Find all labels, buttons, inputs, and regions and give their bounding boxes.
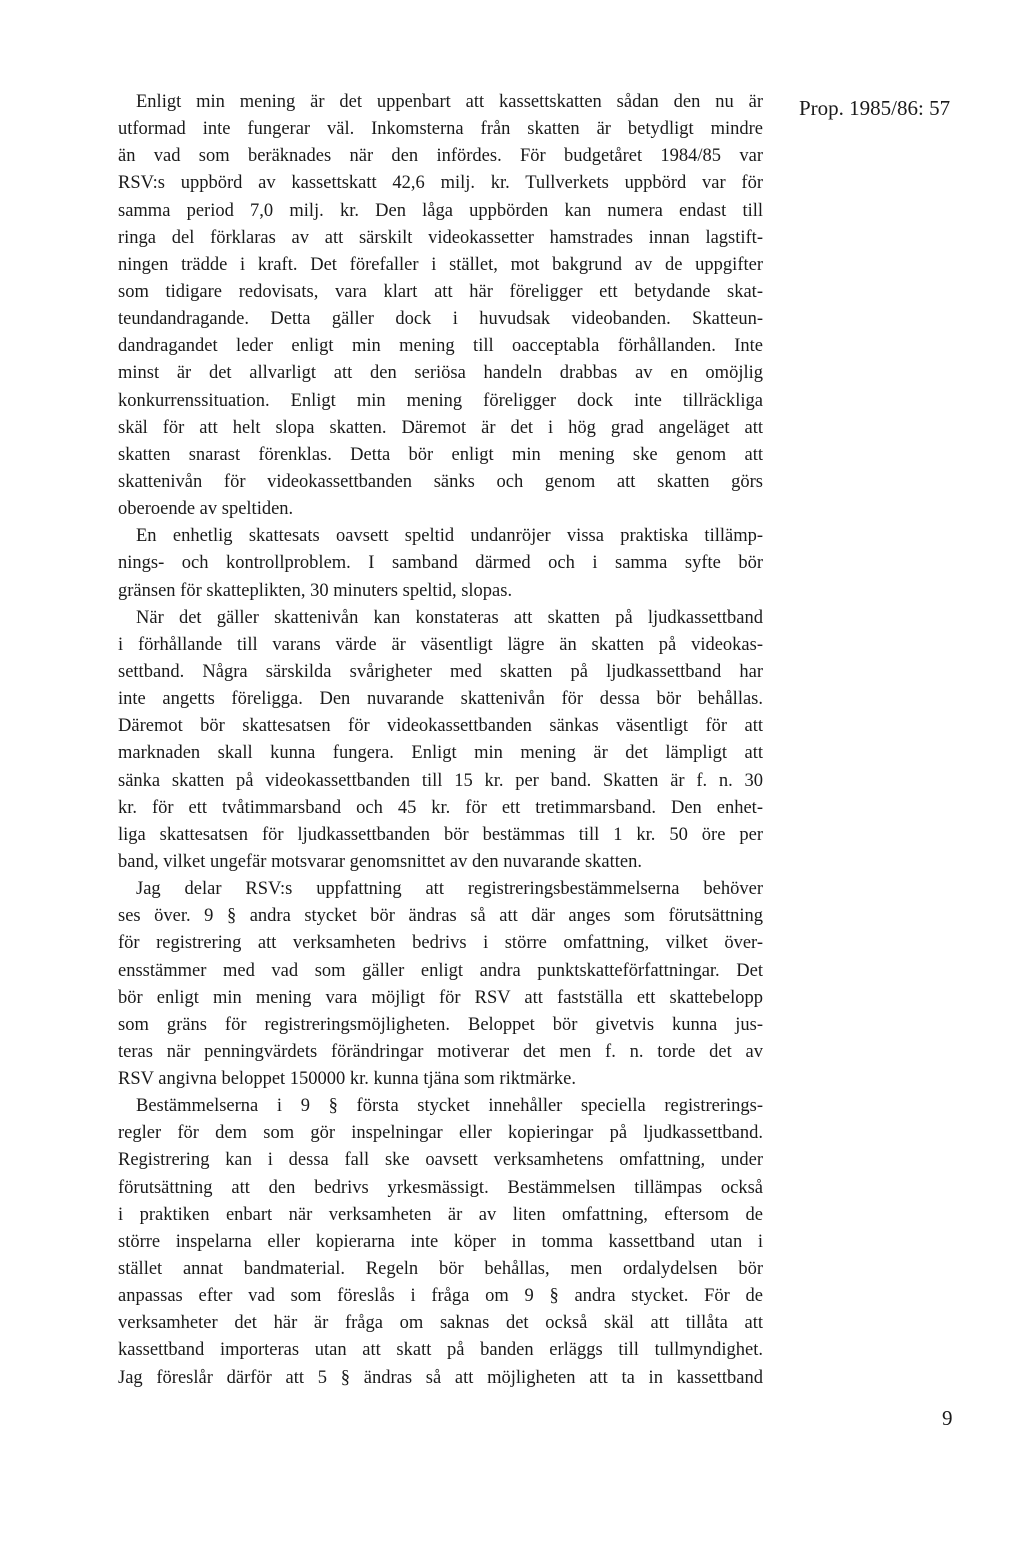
text-line: ses över. 9 § andra stycket bör ändras så att där anges som förutsättning — [118, 906, 763, 927]
text-line: ensstämmer med vad som gäller enligt andra punktskatteförfattningar. Det — [118, 960, 763, 981]
text-line: konkurrenssituation. Enligt min mening föreligger dock inte tillräckliga — [118, 390, 763, 411]
text-line: Jag delar RSV:s uppfattning att registreringsbestämmelserna behöver — [136, 879, 763, 900]
text-line: Däremot bör skattesatsen för videokassettbanden sänkas väsentligt för att — [118, 716, 763, 737]
text-line: ringa del förklaras av att särskilt videokassetter hamstrades innan lagstift- — [118, 227, 763, 248]
text-line: skatten snarast förenklas. Detta bör enligt min mening ske genom att — [118, 444, 763, 465]
text-line: band, vilket ungefär motsvarar genomsnittet av den nuvarande skatten. — [118, 851, 642, 872]
text-line: stället annat bandmaterial. Regeln bör behållas, men ordalydelsen bör — [118, 1259, 763, 1280]
text-line: i praktiken enbart när verksamheten är av liten omfattning, eftersom de — [118, 1204, 763, 1225]
text-line: som tidigare redovisats, vara klart att här föreligger ett betydande skat- — [118, 281, 763, 302]
text-line: för registrering att verksamheten bedrivs i större omfattning, vilket över- — [118, 933, 763, 954]
text-line: RSV angivna beloppet 150000 kr. kunna tjäna som riktmärke. — [118, 1069, 576, 1090]
text-line: liga skattesatsen för ljudkassettbanden bör bestämmas till 1 kr. 50 öre per — [118, 824, 763, 845]
text-line: När det gäller skattenivån kan konstateras att skatten på ljudkassettband — [136, 607, 763, 628]
text-line: marknaden skall kunna fungera. Enligt min mening är det lämpligt att — [118, 743, 763, 764]
text-line: i förhållande till varans värde är väsentligt lägre än skatten på videokas- — [118, 634, 763, 655]
text-line: anpassas efter vad som föreslås i fråga om 9 § andra stycket. För de — [118, 1286, 763, 1307]
text-line: dandragandet leder enligt min mening till oacceptabla förhållanden. Inte — [118, 336, 763, 357]
text-line: teras när penningvärdets förändringar motiverar det men f. n. torde det av — [118, 1041, 763, 1062]
text-line: kassettband importeras utan att skatt på banden erläggs till tullmyndighet. — [118, 1340, 763, 1361]
body-text — [118, 89, 763, 1392]
text-line: RSV:s uppbörd av kassettskatt 42,6 milj. kr. Tullverkets uppbörd var för — [118, 173, 763, 194]
text-line: Bestämmelserna i 9 § första stycket innehåller speciella registrerings- — [136, 1096, 763, 1117]
text-line: sänka skatten på videokassettbanden till 15 kr. per band. Skatten är f. n. 30 — [118, 770, 763, 791]
text-line: som gräns för registreringsmöjligheten. Beloppet bör givetvis kunna jus- — [118, 1014, 763, 1035]
text-line: större inspelarna eller kopierarna inte köper in tomma kassettband utan i — [118, 1231, 763, 1252]
text-line: ningen trädde i kraft. Det förefaller i stället, mot bakgrund av de uppgifter — [118, 254, 763, 275]
text-line: förutsättning att den bedrivs yrkesmässigt. Bestämmelsen tillämpas också — [118, 1177, 763, 1198]
text-line: En enhetlig skattesats oavsett speltid undanröjer vissa praktiska tillämp- — [136, 526, 763, 547]
text-line: samma period 7,0 milj. kr. Den låga uppbörden kan numera endast till — [118, 200, 763, 221]
text-line: settband. Några särskilda svårigheter med skatten på ljudkassettband har — [118, 661, 763, 682]
proposition-reference: Prop. 1985/86: 57 — [799, 96, 951, 120]
text-line: oberoende av speltiden. — [118, 499, 294, 520]
text-line: utformad inte fungerar väl. Inkomsterna från skatten är betydligt mindre — [118, 119, 763, 140]
text-line: inte angetts föreligga. Den nuvarande skattenivån för dessa bör behållas. — [118, 689, 763, 710]
text-line: regler för dem som gör inspelningar eller kopieringar på ljudkassettband. — [118, 1123, 763, 1144]
text-line: än vad som beräknades när den infördes. För budgetåret 1984/85 var — [118, 146, 763, 167]
text-line: minst är det allvarligt att den seriösa handeln drabbas av en omöjlig — [118, 363, 763, 384]
text-line: Enligt min mening är det uppenbart att kassettskatten sådan den nu är — [136, 92, 763, 112]
text-line: bör enligt min mening vara möjligt för RSV att fastställa ett skattebelopp — [118, 987, 763, 1008]
page-number: 9 — [942, 1406, 953, 1430]
text-line: nings- och kontrollproblem. I samband därmed och i samma syfte bör — [118, 553, 763, 574]
text-line: skattenivån för videokassettbanden sänks och genom att skatten görs — [118, 471, 763, 492]
text-line: verksamheter det här är fråga om saknas det också skäl att tillåta att — [118, 1313, 763, 1334]
text-line: kr. för ett tvåtimmarsband och 45 kr. för ett tretimmarsband. Den enhet- — [118, 797, 763, 818]
text-line: Registrering kan i dessa fall ske oavsett verksamhetens omfattning, under — [118, 1150, 763, 1171]
text-line: teundandragande. Detta gäller dock i huvudsak videobanden. Skatteun- — [118, 309, 763, 330]
text-line: skäl för att helt slopa skatten. Däremot är det i hög grad angeläget att — [118, 417, 763, 438]
text-line: Jag föreslår därför att 5 § ändras så att möjligheten att ta in kassettband — [118, 1367, 763, 1388]
text-line: gränsen för skatteplikten, 30 minuters speltid, slopas. — [118, 580, 513, 601]
